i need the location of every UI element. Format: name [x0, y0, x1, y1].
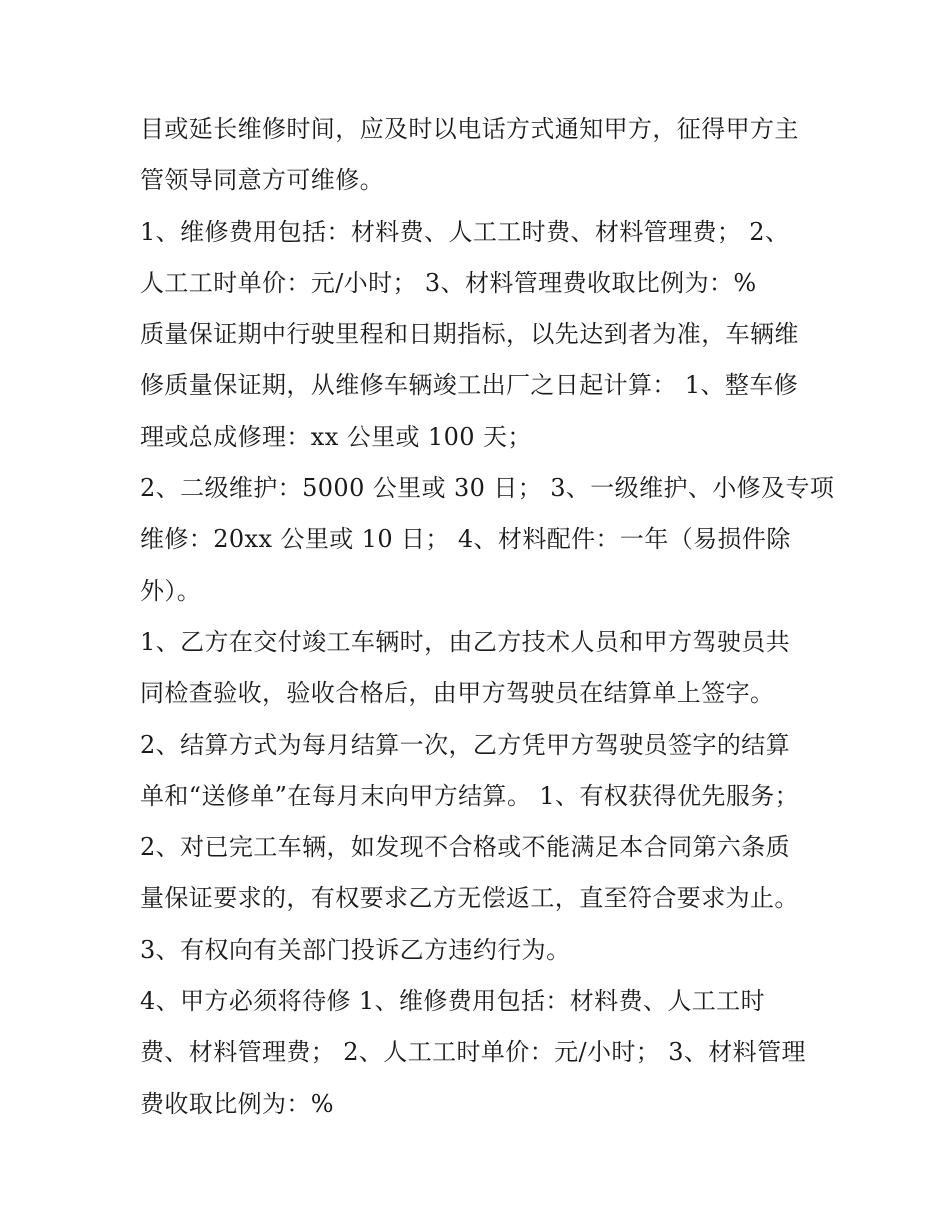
text-line: 费收取比例为：%: [140, 1089, 335, 1118]
text-line: 量保证要求的，有权要求乙方无偿返工，直至符合要求为止。: [140, 884, 799, 913]
text-line: 3、有权向有关部门投诉乙方违约行为。: [140, 935, 571, 964]
text-line: 2、二级维护：5000 公里或 30 日； 3、一级维护、小修及专项: [140, 474, 835, 503]
text-line: 单和“送修单”在每月末向甲方结算。 1、有权获得优先服务；: [140, 781, 800, 810]
text-line: 1、维修费用包括：材料费、人工工时费、材料管理费； 2、: [140, 217, 790, 246]
text-line: 同检查验收，验收合格后，由甲方驾驶员在结算单上签字。: [140, 679, 775, 708]
text-line: 外）。: [140, 576, 202, 605]
text-line: 理或总成修理：xx 公里或 100 天；: [140, 422, 532, 451]
text-line: 管领导同意方可维修。: [140, 166, 384, 195]
text-line: 2、结算方式为每月结算一次，乙方凭甲方驾驶员签字的结算: [140, 730, 791, 759]
text-line: 人工工时单价：元/小时； 3、材料管理费收取比例为：%: [140, 268, 757, 297]
text-line: 2、对已完工车辆，如发现不合格或不能满足本合同第六条质: [140, 833, 791, 862]
body-text: [140, 104, 835, 1130]
text-line: 目或延长维修时间，应及时以电话方式通知甲方，征得甲方主: [140, 115, 799, 143]
text-line: 4、甲方必须将待修 1、维修费用包括：材料费、人工工时: [140, 987, 765, 1016]
text-line: 质量保证期中行驶里程和日期指标，以先达到者为准，车辆维: [140, 320, 799, 349]
text-line: 费、材料管理费； 2、人工工时单价：元/小时； 3、材料管理: [140, 1038, 806, 1067]
text-line: 修质量保证期，从维修车辆竣工出厂之日起计算： 1、整车修: [140, 371, 799, 400]
text-line: 维修：20xx 公里或 10 日； 4、材料配件：一年（易损件除: [140, 525, 791, 554]
text-line: 1、乙方在交付竣工车辆时，由乙方技术人员和甲方驾驶员共: [140, 627, 791, 656]
